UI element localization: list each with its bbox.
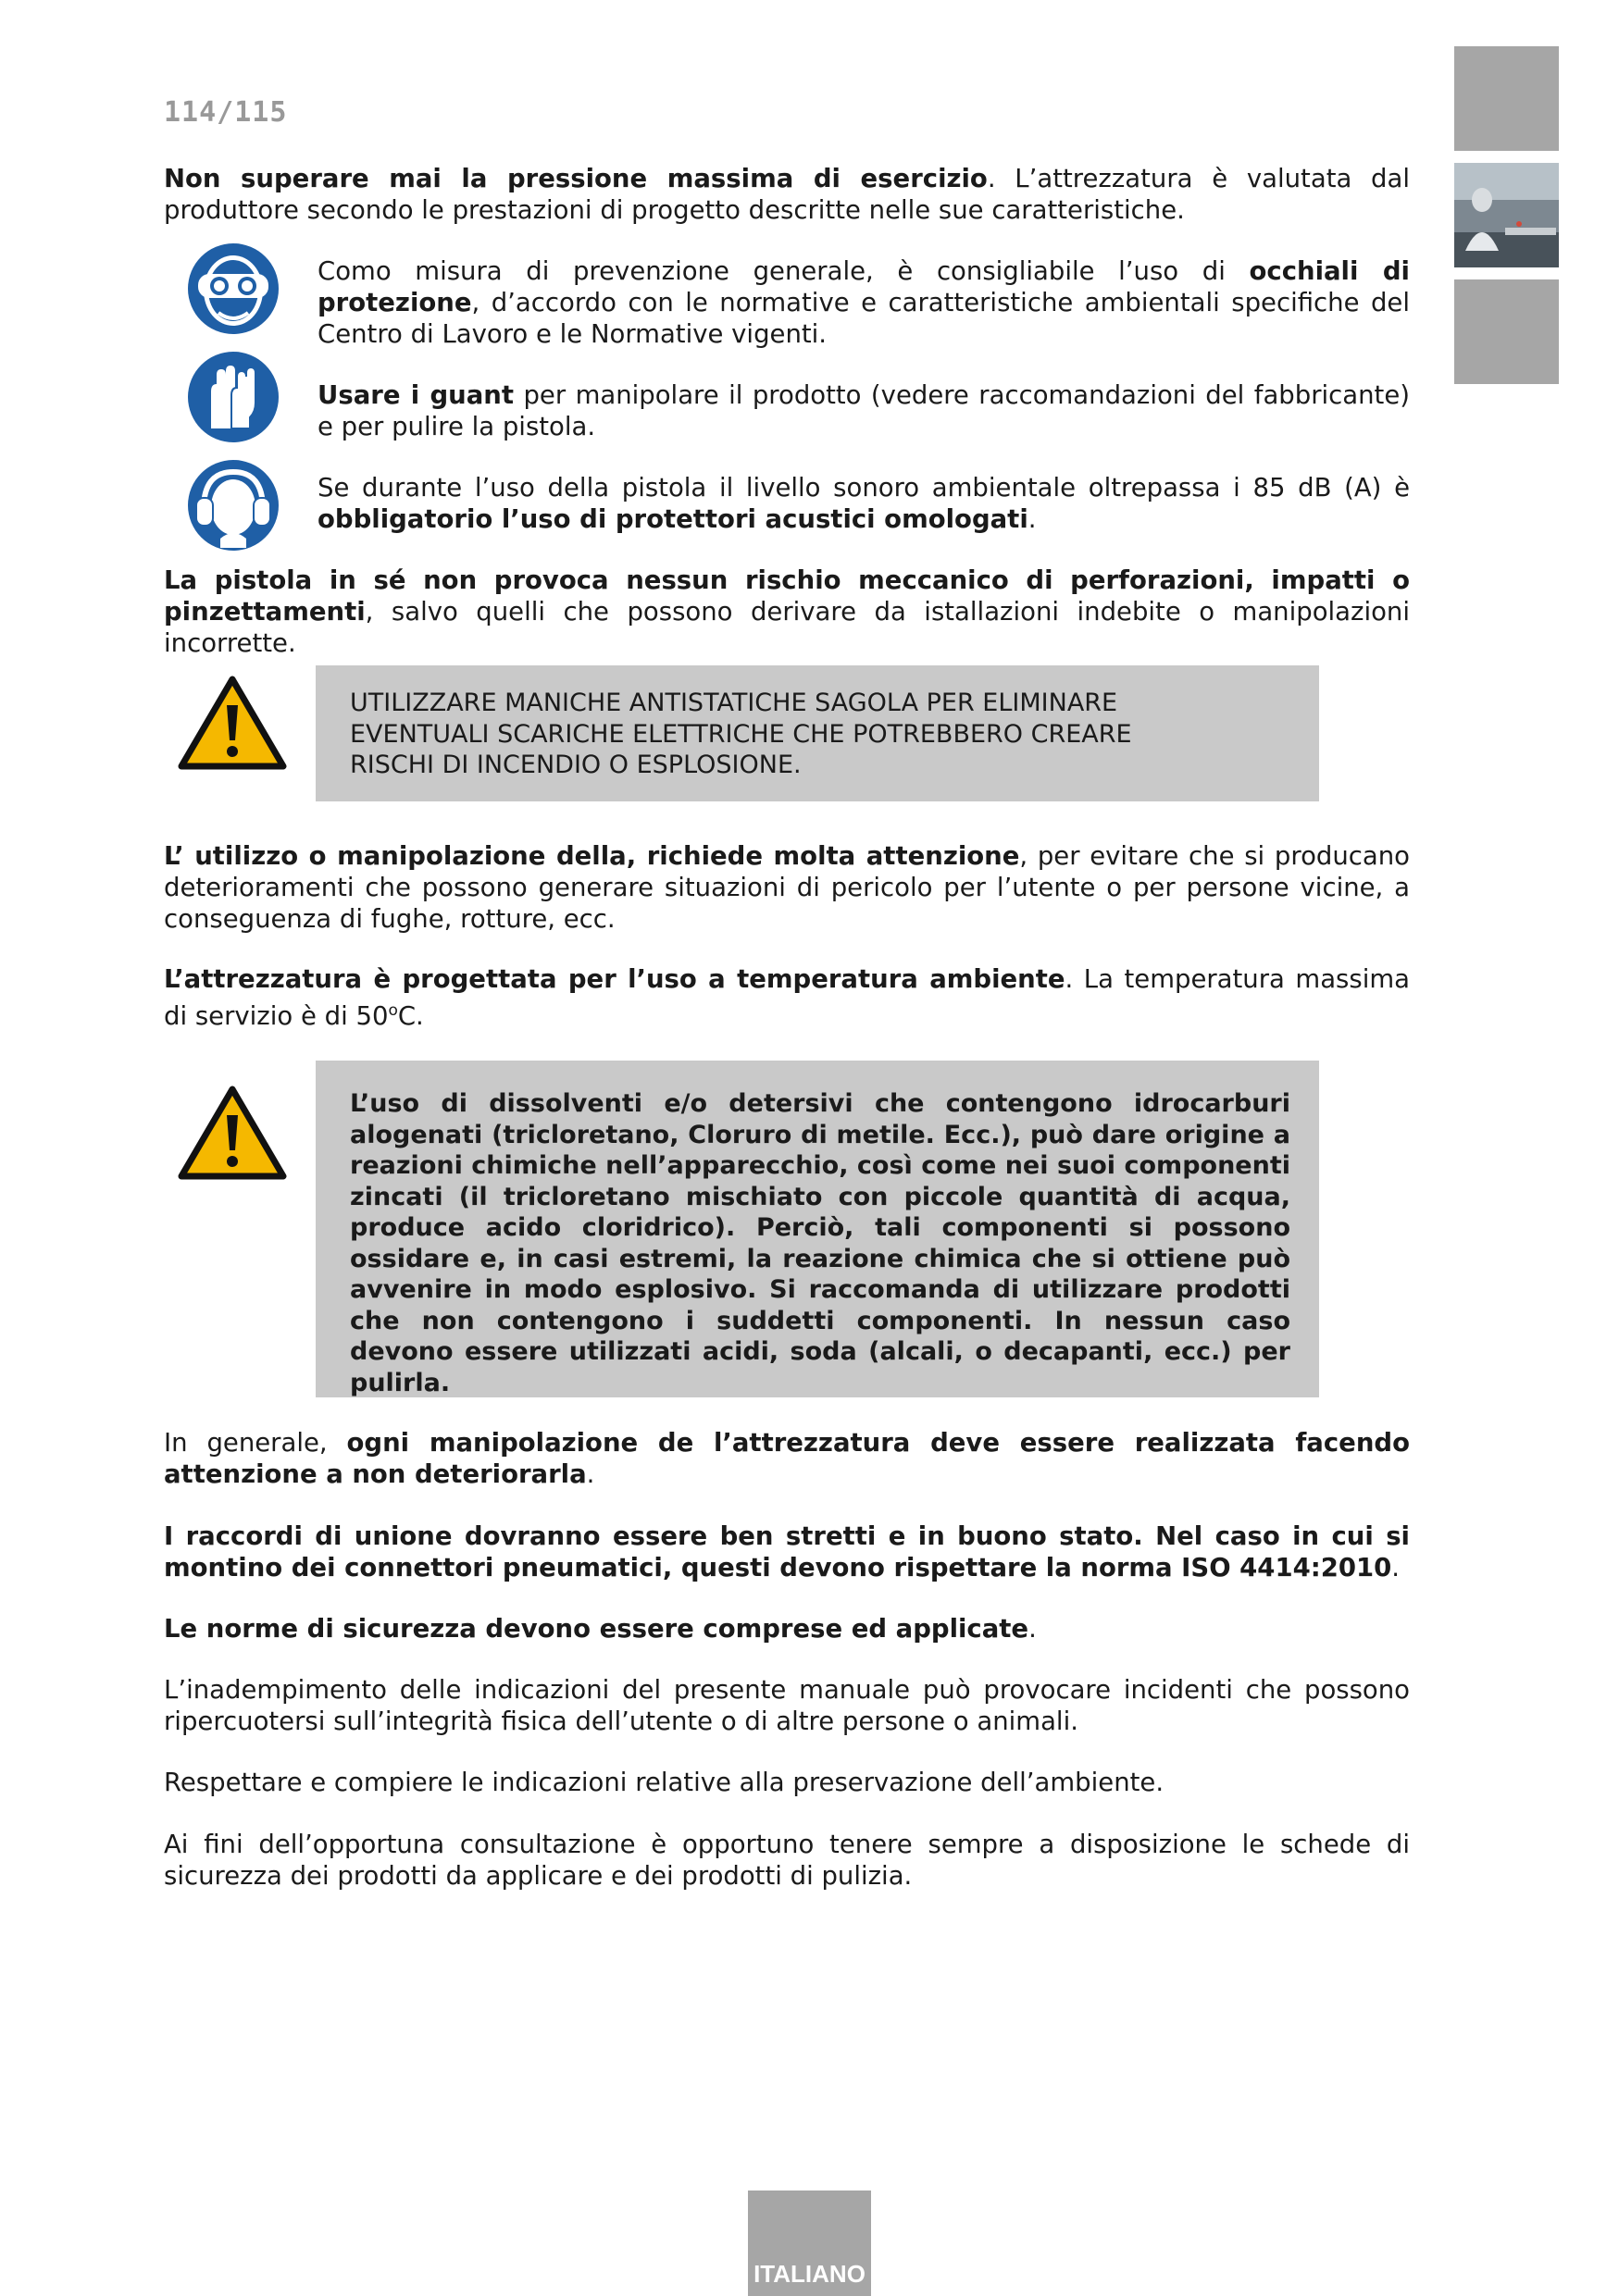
mechanical-risk-paragraph: La pistola in sé non provoca nessun rischio meccanico di perforazioni, impatti o pinzettamenti, salvo quelli che possono derivare da istallazioni indebite o manipolazioni incorrette. xyxy=(164,565,1410,658)
page-number: 114/115 xyxy=(164,96,288,129)
solvent-warning-box xyxy=(316,1061,1319,1397)
antistatic-warning-text: UTILIZZARE MANICHE ANTISTATICHE SAGOLA PER ELIMINARE EVENTUALI SCARICHE ELETTRICHE CHE POTREBBERO CREARE RISCHI DI INCENDIO O ESPLOSIONE. xyxy=(350,689,1132,779)
worker-photo-icon xyxy=(1454,163,1559,267)
ear-protection-icon xyxy=(183,455,283,559)
side-tab-bottom xyxy=(1454,279,1559,384)
temperature-paragraph: L’attrezzatura è progettata per l’uso a temperatura ambiente. La temperatura massima di servizio è di 50$^o$C. xyxy=(164,964,1410,1032)
side-tab-photo xyxy=(1454,163,1559,267)
general-paragraph: In generale, ogni manipolazione de l’attrezzatura deve essere realizzata facendo attenzione a non deteriorarla. xyxy=(164,1428,1410,1489)
consultation-paragraph: Ai fini dell’opportuna consultazione è opportuno tenere sempre a disposizione le schede di sicurezza dei prodotti da applicare e dei prodotti di pulizia. xyxy=(164,1830,1410,1891)
intro-paragraph: Non superare mai la pressione massima di esercizio. L’attrezzatura è valutata dal produttore secondo le prestazioni di progetto descritte nelle sue caratteristiche. xyxy=(164,164,1411,225)
safety-rules-paragraph: Le norme di sicurezza devono essere comprese ed applicate. xyxy=(164,1614,1037,1644)
antistatic-warning-box xyxy=(316,665,1319,801)
environment-paragraph: Respettare e compiere le indicazioni relative alla preservazione dell’ambiente. xyxy=(164,1768,1164,1797)
handling-paragraph: L’ utilizzo o manipolazione della, richiede molta attenzione, per evitare che si producano deterioramenti che possono generare situazioni di pericolo per l’utente o per persone vicine, a conseguenza di fughe, rotture, ecc. xyxy=(164,841,1411,934)
warning-triangle-icon xyxy=(176,674,289,777)
warning-triangle-icon xyxy=(176,1084,289,1187)
ear-protection-text: Se durante l’uso della pistola il livello sonoro ambientale oltrepassa i 85 dB (A) è obbligatorio l’uso di protettori acustici omologati. xyxy=(318,473,1410,534)
side-tab-top xyxy=(1454,46,1559,151)
goggles-text: Como misura di prevenzione generale, è consigliabile l’uso di occhiali di protezione, d’accordo con le normative e caratteristiche ambientali specifiche del Centro di Lavoro e le Normative vigenti. xyxy=(318,256,1410,349)
non-compliance-paragraph: L’inadempimento delle indicazioni del presente manuale può provocare incidenti che possono ripercuotersi sull’integrità fisica dell’utente o di altre persone o animali. xyxy=(164,1675,1410,1736)
gloves-text: Usare i guant per manipolare il prodotto (vedere raccomandazioni del fabbricante) e per pulire la pistola. xyxy=(318,380,1410,441)
language-tab: ITALIANO xyxy=(748,2191,871,2296)
fittings-paragraph: I raccordi di unione dovranno essere ben stretti e in buono stato. Nel caso in cui si montino dei connettori pneumatici, questi devono rispettare la norma ISO 4414:2010. xyxy=(164,1521,1410,1582)
gloves-icon xyxy=(183,347,283,451)
safety-goggles-icon xyxy=(183,239,283,342)
solvent-warning-text: L’uso di dissolventi e/o detersivi che contengono idrocarburi alogenati (tricloretano, Cloruro di metile. Ecc.), può dare origine a reazioni chimiche nell’apparecchio, così come nei suoi componenti zincati (il tricloretano mischiato con piccole quantità di acqua, produce acido cloridrico). Perciò, tali componenti si possono ossidare e, in casi estremi, la reazione chimica che si ottiene può avvenire in modo esplosivo. Si raccomanda di utilizzare prodotti che non contengono i suddetti componenti. In nessun caso devono essere utilizzati acidi, soda (alcali, o decapanti, ecc.) per pulirla. xyxy=(350,1089,1290,1397)
